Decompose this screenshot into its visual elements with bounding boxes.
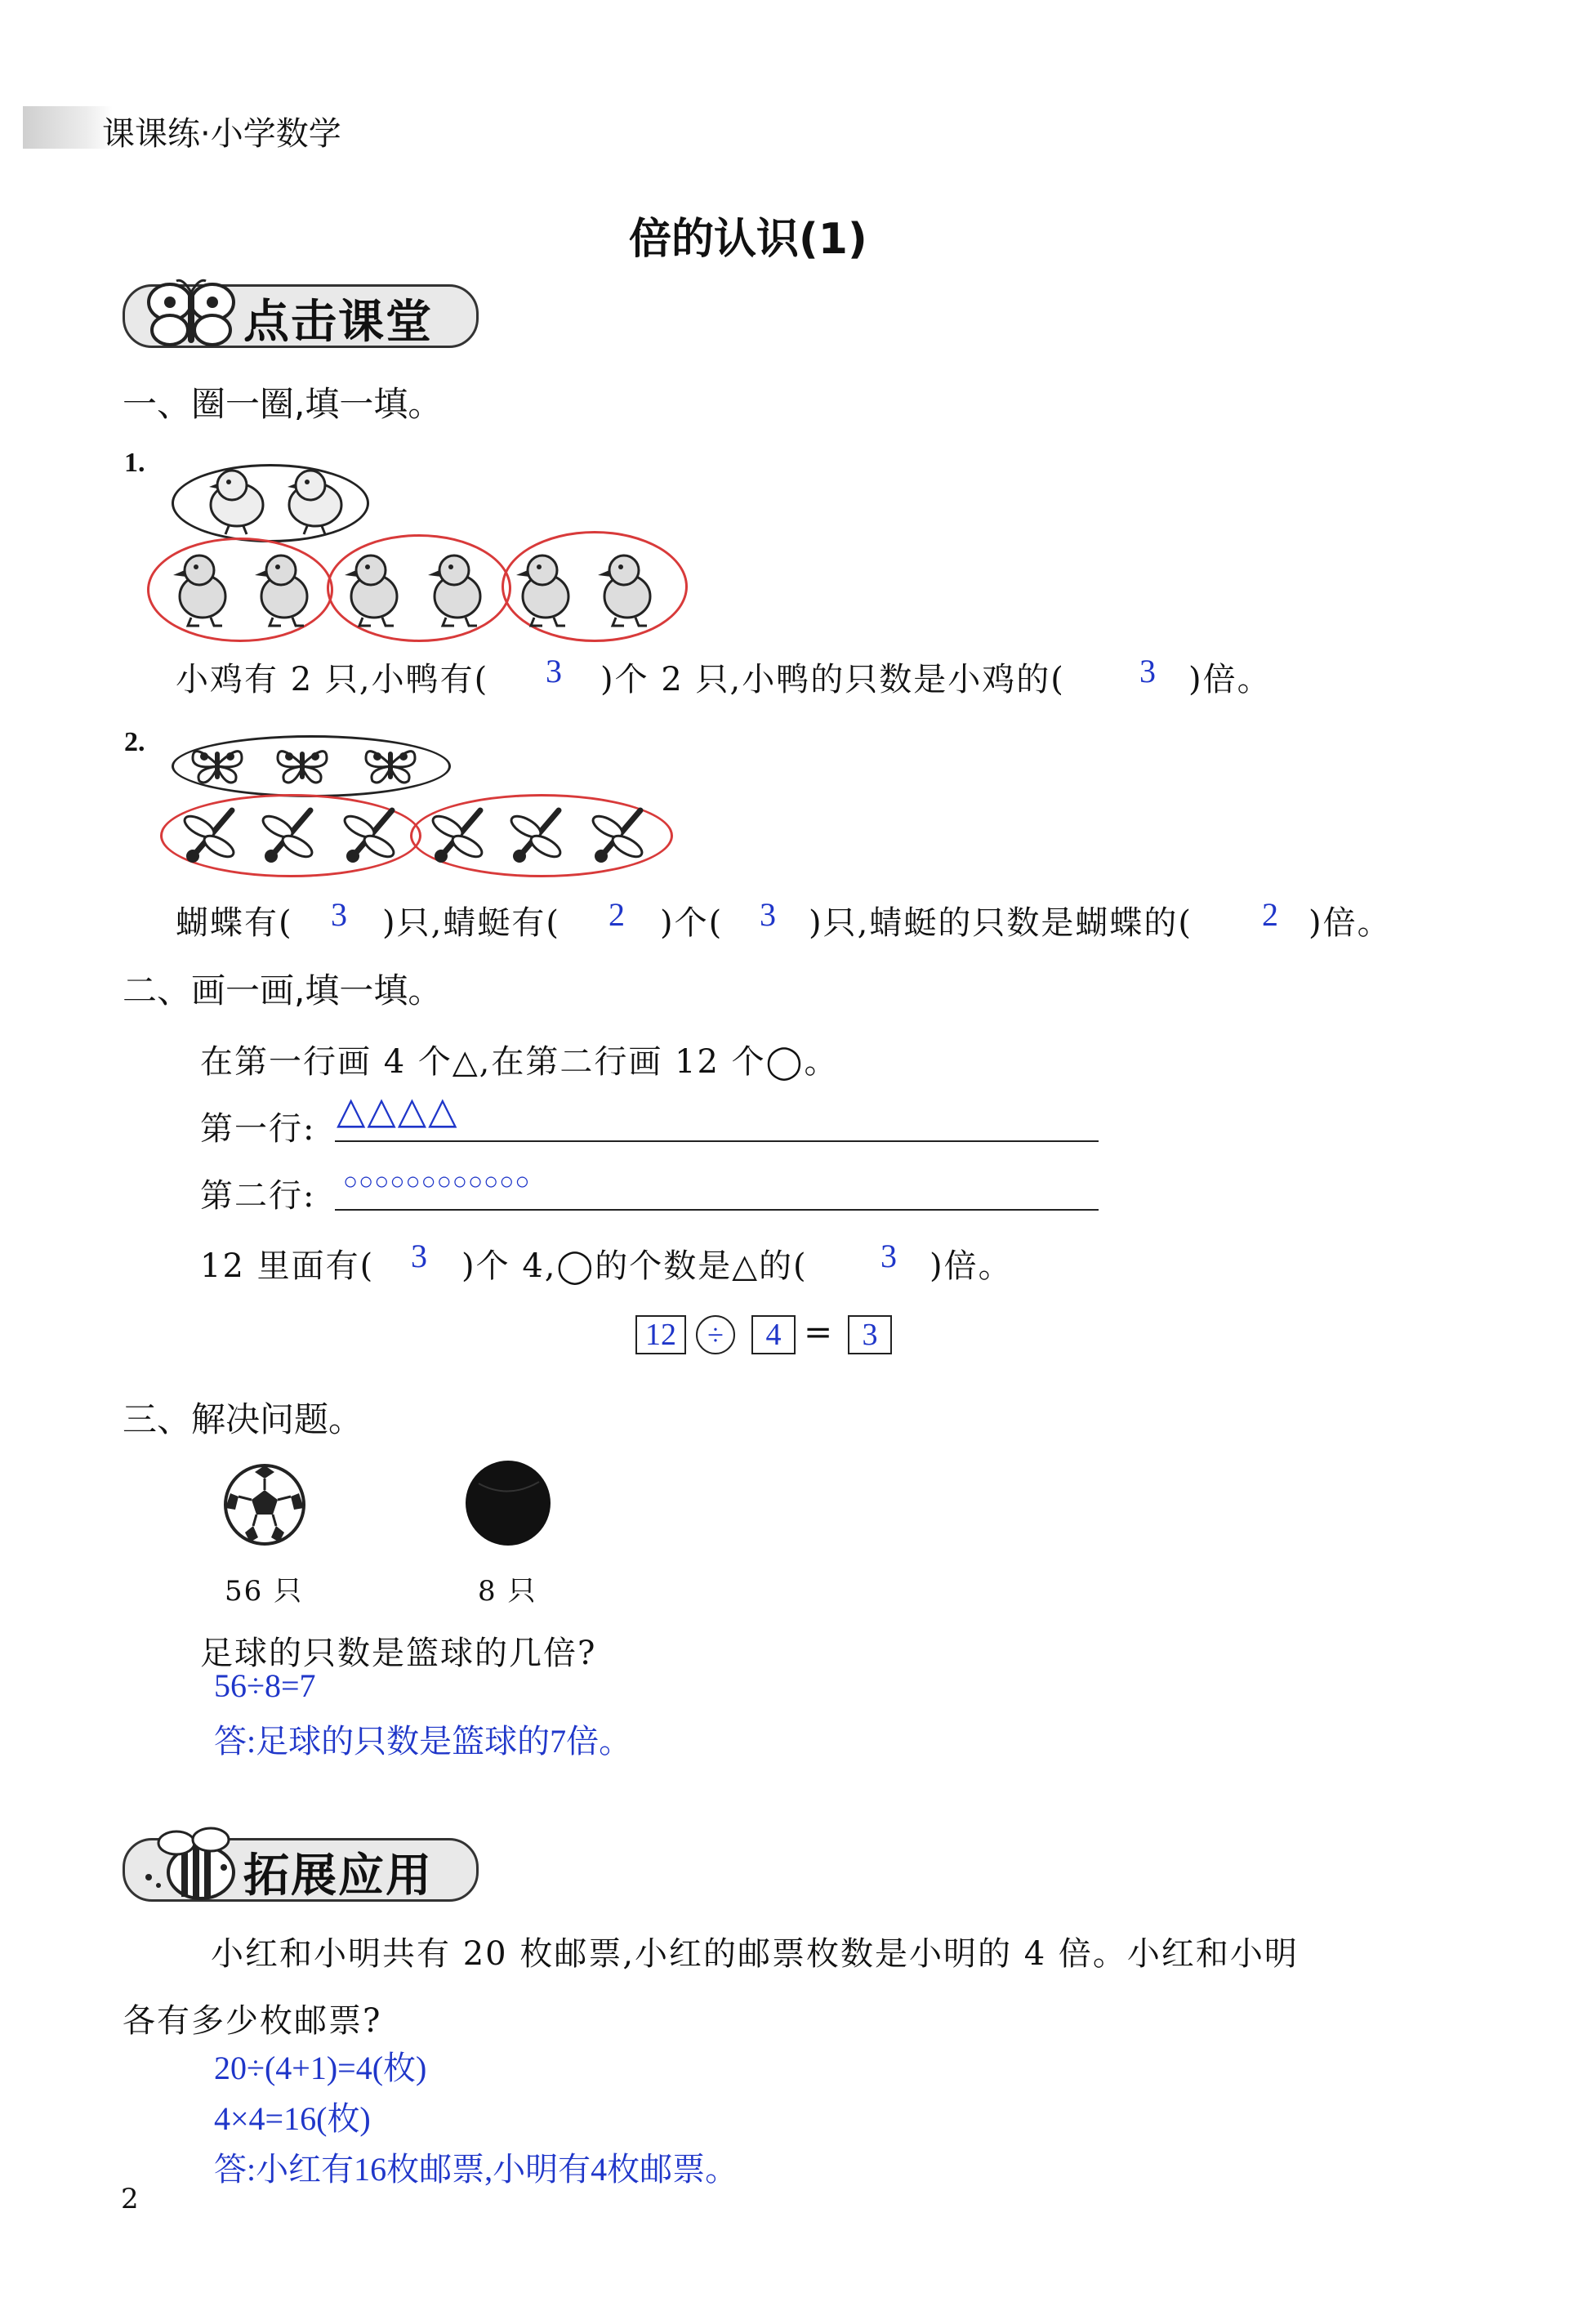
soccer-count: 56 只 (225, 1575, 304, 1608)
q2-text-b: )只,蜻蜓有( (382, 904, 560, 942)
q1-answer-a: 3 (546, 653, 562, 689)
section3-question: 足球的只数是篮球的几倍? (200, 1635, 597, 1672)
page-number: 2 (121, 2183, 139, 2215)
book-header: 课课练·小学数学 (102, 115, 341, 153)
fill-answer-b: 3 (880, 1238, 897, 1274)
bee-icon (137, 1828, 243, 1907)
equation-equals: = (804, 1312, 833, 1352)
q2-answer-c: 3 (760, 896, 776, 933)
equation-box-b: 4 (751, 1315, 796, 1354)
row1-answer: △△△△ (337, 1090, 459, 1131)
section3-answer-line2: 答:足球的只数是篮球的7倍。 (214, 1723, 632, 1760)
row2-label: 第二行: (200, 1177, 316, 1215)
q2-text-a: 蝴蝶有( (176, 904, 293, 942)
section1-heading: 一、圈一圈,填一填。 (123, 384, 443, 424)
banner-click-classroom-label: 点击课堂 (243, 296, 433, 349)
row2-line (335, 1209, 1099, 1211)
extension-answer-line2: 4×4=16(枚) (214, 2100, 371, 2137)
fill-text-a: 12 里面有( (200, 1247, 375, 1285)
row1-line (335, 1140, 1099, 1142)
fill-answer-a: 3 (411, 1238, 427, 1274)
page-title: 倍的认识(1) (629, 215, 867, 264)
equation-operator: ÷ (707, 1318, 724, 1351)
butterfly-icon (145, 278, 243, 351)
q1-text-b: )个 2 只,小鸭的只数是小鸡的( (600, 661, 1065, 698)
fill-text-c: )倍。 (930, 1247, 1013, 1285)
dragonfly-icons (181, 802, 655, 868)
section3-answer-line1: 56÷8=7 (214, 1667, 316, 1704)
basketball-count: 8 只 (478, 1575, 537, 1608)
q2-text-c: )个( (660, 904, 724, 942)
section2-instruction: 在第一行画 4 个△,在第二行画 12 个◯。 (200, 1043, 839, 1081)
duck-icons (172, 546, 662, 631)
q2-answer-d: 2 (1262, 896, 1278, 933)
row1-label: 第一行: (200, 1110, 316, 1148)
q1-text-c: )倍。 (1188, 661, 1272, 698)
q2-text-e: )倍。 (1308, 904, 1392, 942)
equation-box-a: 12 (635, 1315, 686, 1354)
basketball-icon (464, 1459, 552, 1547)
equation-operator-circle (696, 1315, 735, 1354)
header-bar (23, 106, 113, 149)
chick-icons (204, 466, 351, 536)
fill-text-b: )个 4,◯的个数是△的( (461, 1247, 808, 1285)
extension-answer-line3: 答:小红有16枚邮票,小明有4枚邮票。 (214, 2151, 738, 2188)
extension-answer-line1: 20÷(4+1)=4(枚) (214, 2050, 427, 2086)
extension-problem-line2: 各有多少枚邮票? (123, 2002, 382, 2040)
butterfly-row-icons (189, 742, 435, 787)
banner-extension-label: 拓展应用 (243, 1849, 433, 1903)
section2-heading: 二、画一画,填一填。 (123, 970, 443, 1010)
q2-answer-a: 3 (331, 896, 347, 933)
extension-problem-line1: 小红和小明共有 20 枚邮票,小红的邮票枚数是小明的 4 倍。小红和小明 (211, 1935, 1299, 1973)
soccer-ball-icon (222, 1462, 307, 1547)
q2-answer-b: 2 (609, 896, 625, 933)
section3-heading: 三、解决问题。 (123, 1399, 363, 1439)
row2-answer: ○○○○○○○○○○○○ (343, 1168, 531, 1195)
q2-text-d: )只,蜻蜓的只数是蝴蝶的( (809, 904, 1193, 942)
q2-number: 2. (124, 727, 145, 757)
q1-answer-b: 3 (1139, 653, 1156, 689)
q1-number: 1. (124, 448, 145, 478)
equation-box-c: 3 (848, 1315, 892, 1354)
q1-text-a: 小鸡有 2 只,小鸭有( (176, 661, 489, 698)
